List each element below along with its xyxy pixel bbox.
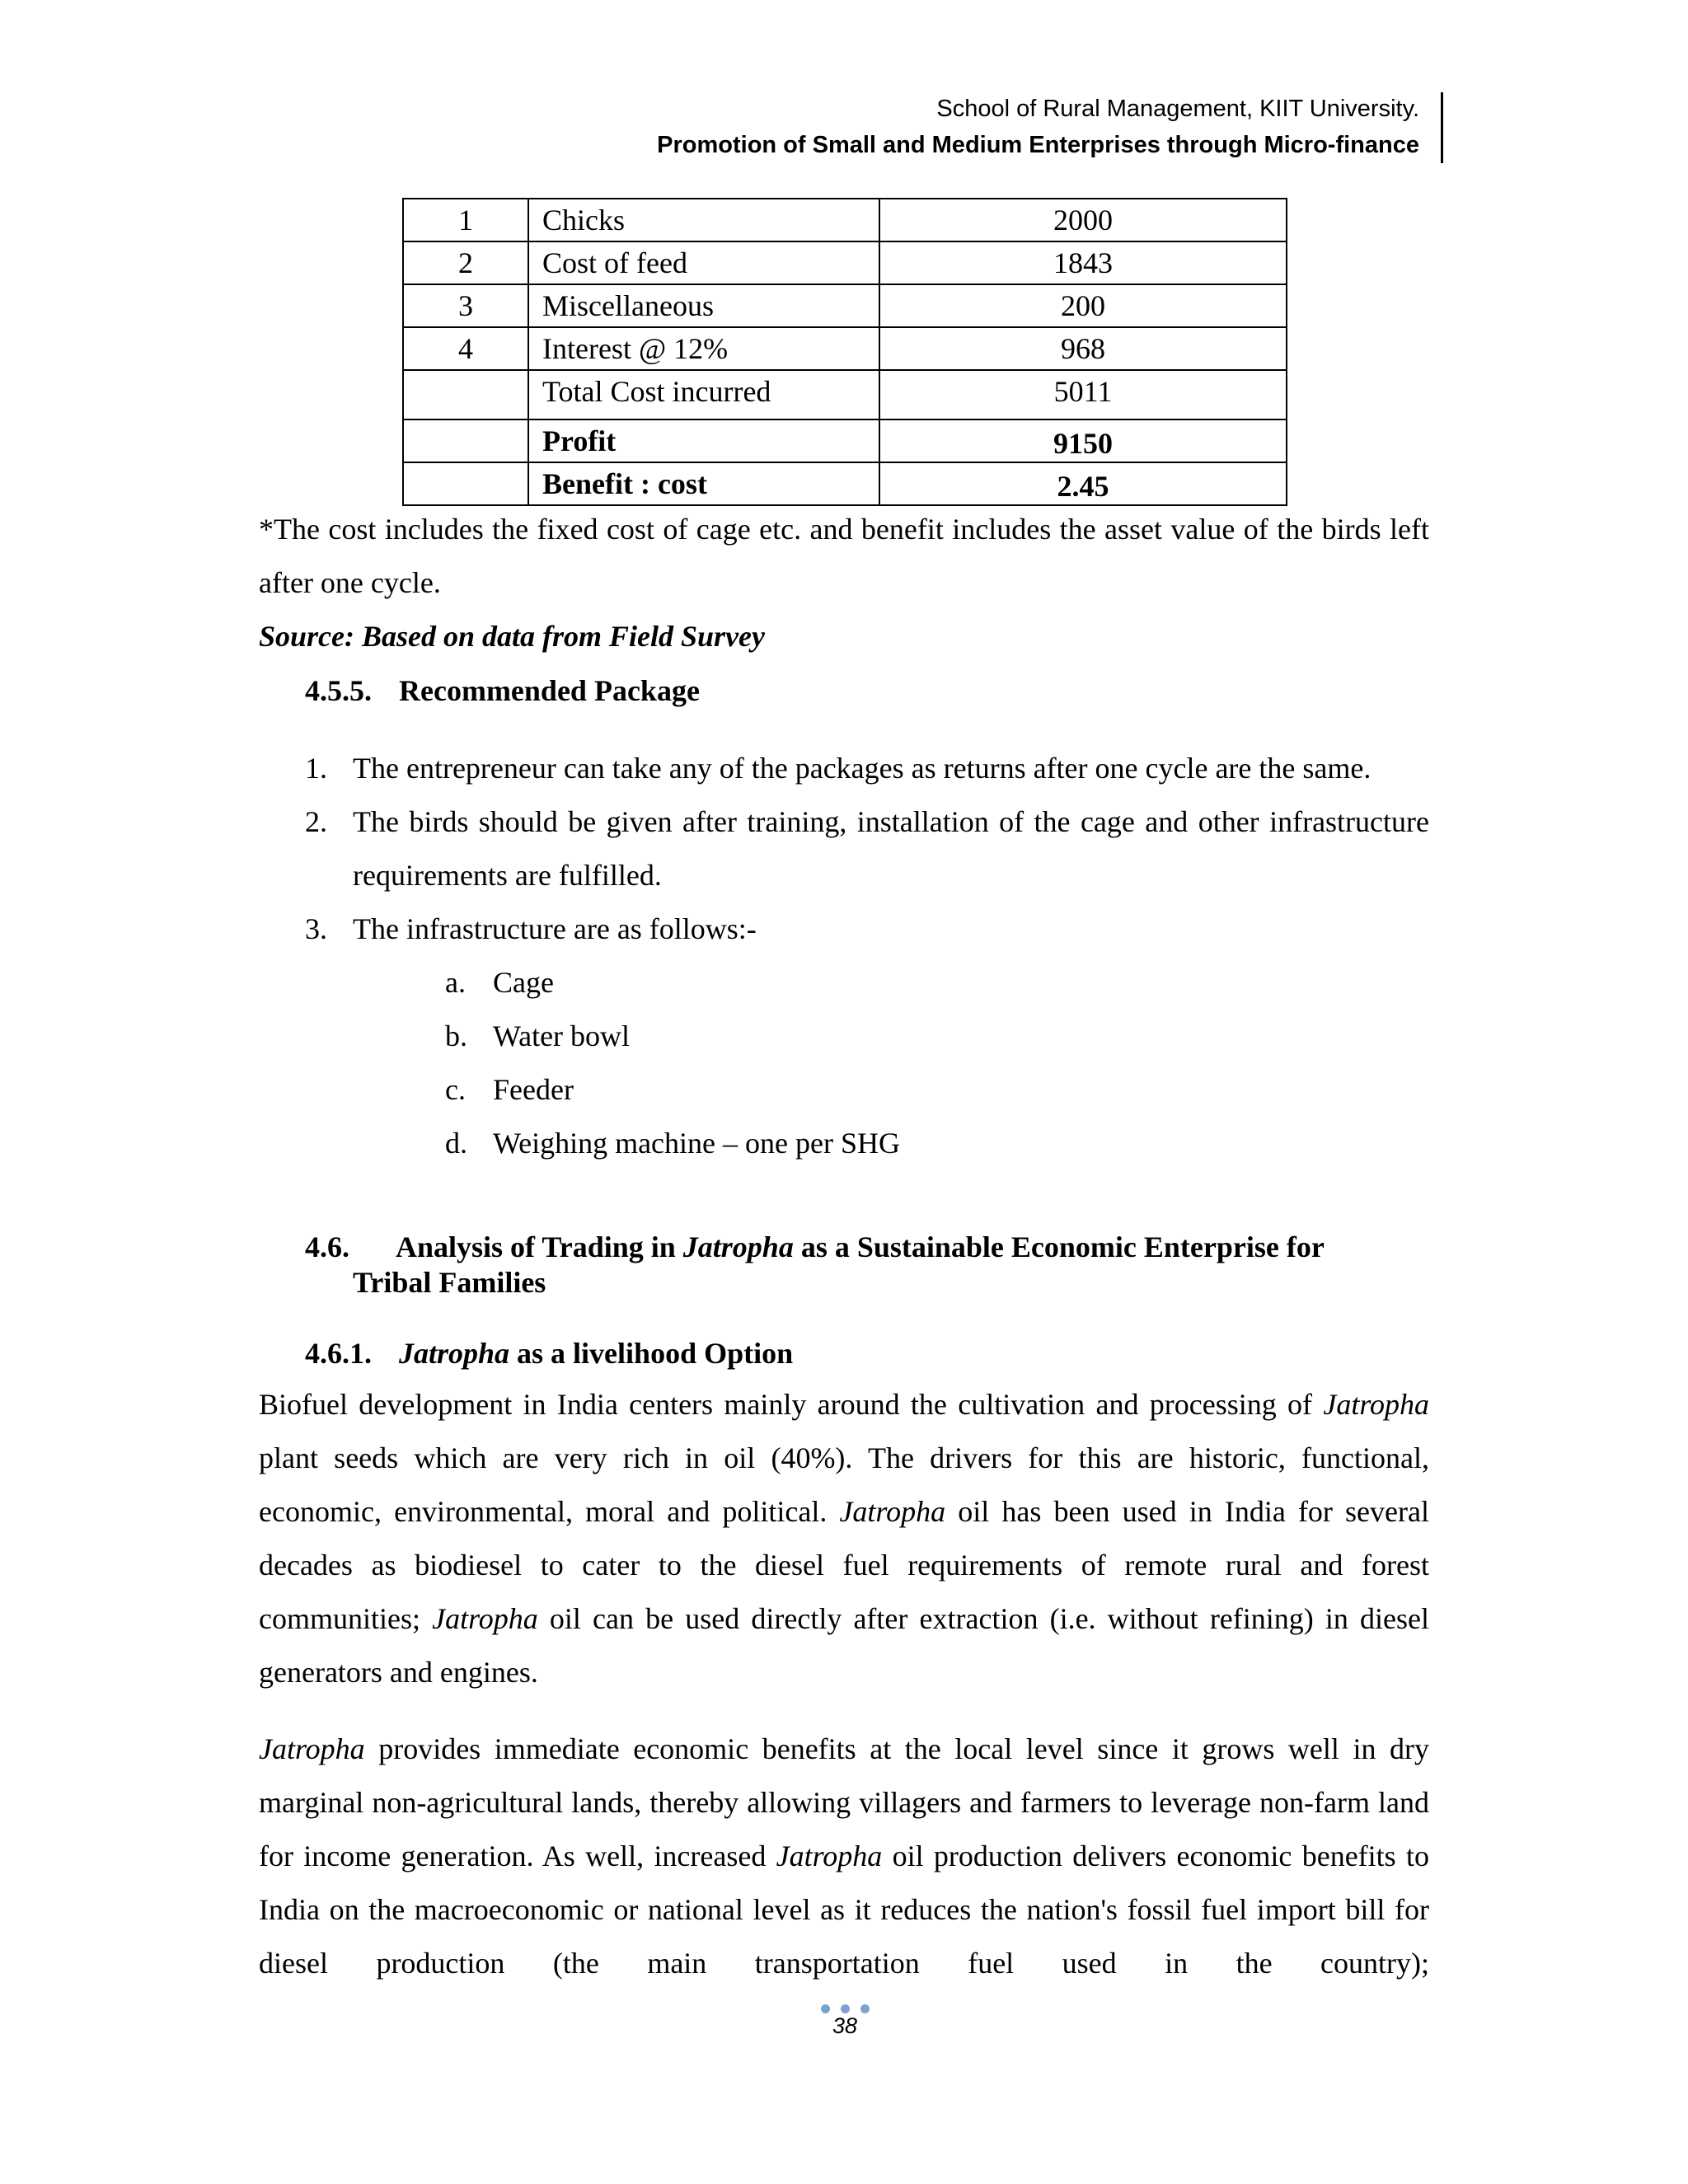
list-item	[305, 742, 1429, 795]
section-title-continuation: Tribal Families	[353, 1266, 546, 1299]
item-cell: Miscellaneous	[528, 284, 879, 327]
section-number: 4.6.1.	[305, 1337, 372, 1370]
cost-table	[402, 198, 1287, 506]
value-cell: 9150	[879, 419, 1287, 462]
list-text: Weighing machine – one per SHG	[493, 1127, 900, 1160]
italic-term: Jatropha	[259, 1732, 365, 1765]
section-title: Recommended Package	[399, 674, 700, 707]
section-title-italic: Jatropha	[682, 1230, 794, 1263]
table-row	[403, 327, 1287, 370]
text-run: oil production delivers economic benefits to India on the macroeconomic or national level as it reduces the nation's fossil fuel import bill for diesel production (the main transportation fuel used in the country);	[259, 1840, 1429, 1980]
list-marker: a.	[445, 966, 466, 999]
sublist-item	[445, 1117, 1429, 1170]
table-footnote: *The cost includes the fixed cost of cage etc. and benefit includes the asset value of the birds left after one cycle.	[259, 513, 1429, 599]
section-heading-4-6	[305, 1230, 1429, 1301]
infrastructure-sublist	[353, 956, 1429, 1170]
dot-icon	[860, 2004, 870, 2013]
paragraph-biofuel-development	[259, 1378, 1429, 1699]
table-row-profit	[403, 419, 1287, 462]
list-text: The infrastructure are as follows:-	[353, 912, 757, 945]
header-divider	[1441, 92, 1443, 163]
list-text: Water bowl	[493, 1019, 631, 1052]
dot-icon	[841, 2004, 850, 2013]
table-row-total	[403, 370, 1287, 419]
list-text: The entrepreneur can take any of the packages as returns after one cycle are the same.	[353, 752, 1372, 785]
list-marker: 1.	[305, 752, 327, 785]
value-cell: 2.45	[879, 462, 1287, 505]
paragraph-body	[259, 1722, 1429, 1990]
item-cell: Total Cost incurred	[528, 370, 879, 419]
serial-cell: 3	[403, 284, 528, 327]
item-cell: Chicks	[528, 199, 879, 241]
list-marker: b.	[445, 1019, 467, 1052]
italic-term: Jatropha	[432, 1602, 538, 1635]
list-item	[305, 795, 1429, 902]
header-institution: School of Rural Management, KIIT University.	[936, 96, 1419, 122]
page-number: 38	[832, 2013, 858, 2038]
running-header	[657, 91, 1431, 163]
text-run: oil can be used directly after extraction (i.e. without refining) in diesel generators and engines.	[259, 1602, 1430, 1689]
dot-icon	[821, 2004, 830, 2013]
value-cell: 5011	[879, 370, 1287, 419]
item-cell: Cost of feed	[528, 241, 879, 284]
section-heading-4-6-1	[305, 1327, 793, 1380]
text-run: oil has been used in India for several decades as biodiesel to cater to the diesel fuel requirements of remote rural and forest communities;	[259, 1495, 1429, 1635]
list-text: Cage	[493, 966, 554, 999]
list-marker: 3.	[305, 912, 327, 945]
sublist-item	[445, 1063, 1429, 1117]
item-cell: Benefit : cost	[528, 462, 879, 505]
serial-cell: 1	[403, 199, 528, 241]
list-text: Feeder	[493, 1073, 574, 1106]
footer-dots-ornament	[816, 2004, 874, 2013]
text-run: Biofuel development in India centers mainly around the cultivation and processing of	[259, 1388, 1324, 1421]
serial-cell: 4	[403, 327, 528, 370]
item-cell: Interest @ 12%	[528, 327, 879, 370]
paragraph-economic-benefits	[259, 1722, 1429, 1990]
italic-term: Jatropha	[776, 1840, 883, 1872]
value-cell: 200	[879, 284, 1287, 327]
table-row	[403, 284, 1287, 327]
header-report-title: Promotion of Small and Medium Enterprises through Micro-finance	[657, 132, 1419, 158]
table-row-benefit-cost	[403, 462, 1287, 505]
recommended-package-list	[305, 742, 1429, 1170]
value-cell: 1843	[879, 241, 1287, 284]
list-item	[305, 902, 1429, 1170]
italic-term: Jatropha	[839, 1495, 946, 1528]
sublist-item	[445, 956, 1429, 1010]
list-marker: 2.	[305, 805, 327, 838]
value-cell: 2000	[879, 199, 1287, 241]
section-number: 4.5.5.	[305, 674, 372, 707]
table-row	[403, 241, 1287, 284]
table-source: Source: Based on data from Field Survey	[259, 620, 766, 653]
serial-cell	[403, 370, 528, 419]
page-footer	[816, 2004, 874, 2038]
serial-cell	[403, 462, 528, 505]
text-run: plant seeds which are very rich in oil (40%). The drivers for this are historic, functional, economic, environmental, moral and political.	[259, 1441, 1429, 1528]
value-cell: 968	[879, 327, 1287, 370]
item-cell: Profit	[528, 419, 879, 462]
italic-term: Jatropha	[1323, 1388, 1429, 1421]
section-title-part: as a livelihood Option	[509, 1337, 794, 1370]
section-title-italic: Jatropha	[399, 1337, 510, 1370]
serial-cell	[403, 419, 528, 462]
section-title-part: as a Sustainable Economic Enterprise for	[793, 1230, 1325, 1263]
serial-cell: 2	[403, 241, 528, 284]
section-heading-4-5-5	[305, 664, 700, 718]
list-text: The birds should be given after training, installation of the cage and other infrastructure requirements are fulfilled.	[353, 805, 1429, 892]
list-marker: c.	[445, 1073, 466, 1106]
section-number: 4.6.	[305, 1230, 349, 1263]
section-title-part: Analysis of Trading in	[396, 1230, 683, 1263]
sublist-item	[445, 1010, 1429, 1063]
text-run: provides immediate economic benefits at the local level since it grows well in dry marginal non-agricultural lands, thereby allowing villagers and farmers to leverage non-farm land for income generation. As well, increased	[259, 1732, 1429, 1872]
list-marker: d.	[445, 1127, 467, 1160]
table-row	[403, 199, 1287, 241]
